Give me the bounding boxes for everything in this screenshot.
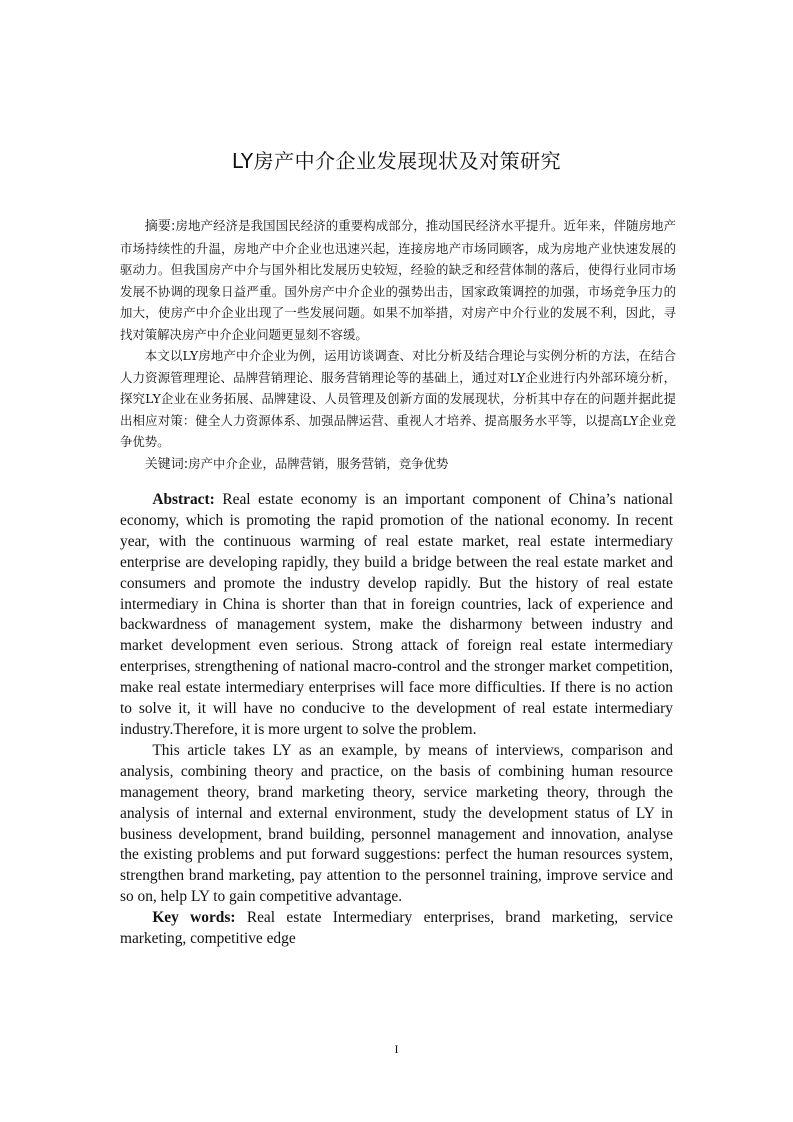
en-abstract-paragraph-1 — [120, 490, 673, 741]
en-keywords-text: Real estate Intermediary enterprises, brand marketing, service marketing, competitive edge — [120, 909, 673, 948]
cn-abstract-text-1: 房地产经济是我国国民经济的重要构成部分，推动国民经济水平提升。近年来，伴随房地产市场持续性的升温，房地产中介企业也迅速兴起，连接房地产市场同顾客，成为房地产业快速发展的驱动力。但我国房产中介与国外相比发展历史较短，经验的缺乏和经营体制的落后，使得行业同市场发展不协调的现象日益严重。国外房产中介企业的强势出击，国家政策调控的加强，市场竞争压力的加大，使房产中介企业出现了一些发展问题。如果不加举措，对房产中介行业的发展不利，因此，寻找对策解决房产中介企业问题更显刻不容缓。 — [120, 218, 677, 342]
en-abstract-text-1: Real estate economy is an important component of China’s national economy, which is promoting the rapid promotion of the national economy. In recent year, with the continuous warming of real estate market, real estate intermediary enterprise are developing rapidly, they build a bridge between the real estate market and consumers and promote the industry develop rapidly. But the history of real estate intermediary in China is shorter than that in foreign countries, lack of experience and backwardness of management system, make the disharmony between industry and market development even serious. Strong attack of foreign real estate intermediary enterprises, strengthening of national macro-control and the stronger market competition, make real estate intermediary enterprises will face more difficulties. If there is no action to solve it, it will have no conducive to the development of real estate intermediary industry.Therefore, it is more urgent to solve the problem. — [120, 491, 673, 738]
cn-keywords — [120, 453, 676, 476]
english-abstract — [120, 490, 673, 950]
cn-abstract-label: 摘要: — [144, 219, 176, 234]
cn-abstract-paragraph-1 — [120, 215, 676, 345]
paper-title: LY房产中介企业发展现状及对策研究 — [231, 149, 562, 173]
en-abstract-paragraph-2: This article takes LY as an example, by means of interviews, comparison and analysis, combining theory and practice, on the basis of combining human resource management theory, brand marketing theory, service marketing theory, through the analysis of internal and external environment, study the development status of LY in business development, brand building, personnel management and innovation, analyse the existing problems and put forward suggestions: perfect the human resources system, strengthen brand marketing, pay attention to the personnel training, improve service and so on, help LY to gain competitive advantage. — [120, 741, 673, 906]
cn-keywords-text: 房产中介企业，品牌营销，服务营销，竞争优势 — [188, 455, 449, 471]
page-number: I — [394, 1042, 399, 1056]
en-abstract-label: Abstract: — [152, 491, 215, 508]
cn-keywords-label: 关键词: — [144, 456, 189, 472]
en-keywords — [120, 908, 673, 950]
en-keywords-label: Key words: — [152, 909, 236, 927]
cn-abstract-paragraph-2: 本文以LY房地产中介企业为例，运用访谈调查、对比分析及结合理论与实例分析的方法，在结合人力资源管理理论、品牌营销理论、服务营销理论等的基础上，通过对LY企业进行内外部环境分析，探究LY企业在业务拓展、品牌建设、人员管理及创新方面的发展现状，分析其中存在的问题并据此提出相应对策：健全人力资源体系、加强品牌运营、重视人才培养、提高服务水平等，以提高LY企业竞争优势。 — [120, 348, 676, 449]
chinese-abstract — [120, 215, 676, 475]
